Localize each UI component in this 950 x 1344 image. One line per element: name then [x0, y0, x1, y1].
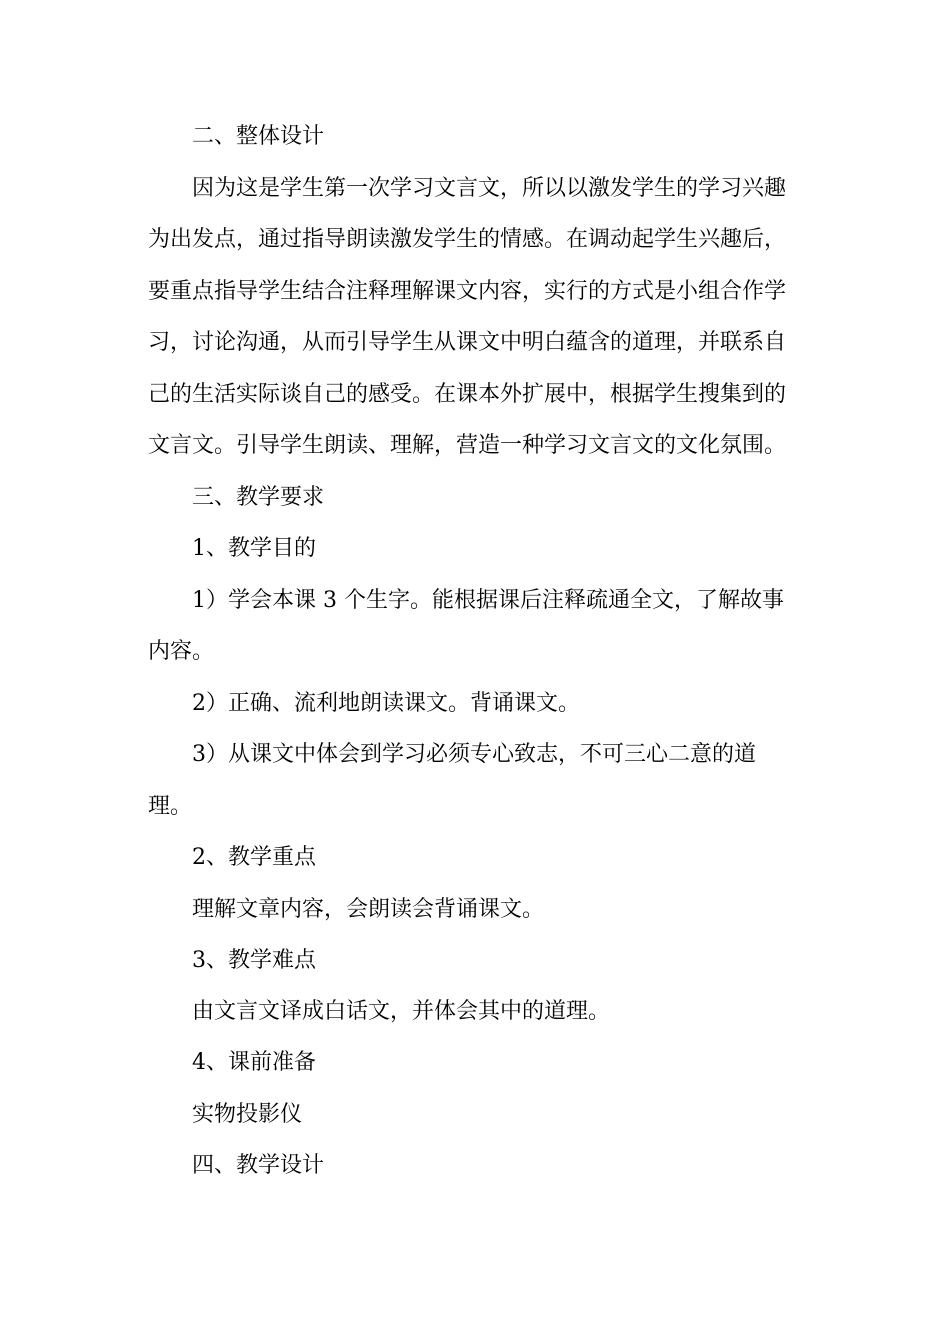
objective-item-2: 2）正确、流利地朗读课文。背诵课文。 — [192, 691, 580, 716]
subheading-teaching-focus: 2、教学重点 — [192, 845, 316, 870]
paragraph-line: 要重点指导学生结合注释理解课文内容，实行的方式是小组合作学 — [148, 279, 787, 304]
section-heading-overall-design: 二、整体设计 — [192, 124, 325, 149]
objective-item-1-cont: 内容。 — [148, 639, 215, 664]
objective-item-3-cont: 理。 — [148, 794, 193, 819]
paragraph-line: 习，讨论沟通，从而引导学生从课文中明白蕴含的道理，并联系自 — [148, 330, 787, 355]
objective-item-1: 1）学会本课 3 个生字。能根据课后注释疏通全文，了解故事 — [192, 588, 784, 613]
section-heading-teaching-design: 四、教学设计 — [192, 1153, 325, 1178]
teaching-difficulty-text: 由文言文译成白话文，并体会其中的道理。 — [192, 999, 611, 1024]
teaching-focus-text: 理解文章内容，会朗读会背诵课文。 — [192, 897, 545, 922]
preparation-text: 实物投影仪 — [192, 1102, 303, 1127]
paragraph-line: 因为这是学生第一次学习文言文，所以以激发学生的学习兴趣 — [192, 176, 787, 201]
subheading-teaching-objectives: 1、教学目的 — [192, 536, 316, 561]
section-heading-teaching-requirements: 三、教学要求 — [192, 485, 325, 510]
objective-item-3: 3）从课文中体会到学习必须专心致志，不可三心二意的道 — [192, 742, 756, 767]
paragraph-line: 为出发点，通过指导朗读激发学生的情感。在调动起学生兴趣后， — [148, 227, 787, 252]
subheading-preparation: 4、课前准备 — [192, 1050, 316, 1075]
paragraph-line: 文言文。引导学生朗读、理解，营造一种学习文言文的文化氛围。 — [148, 433, 787, 458]
subheading-teaching-difficulty: 3、教学难点 — [192, 948, 316, 973]
paragraph-line: 己的生活实际谈自己的感受。在课本外扩展中，根据学生搜集到的 — [148, 382, 787, 407]
